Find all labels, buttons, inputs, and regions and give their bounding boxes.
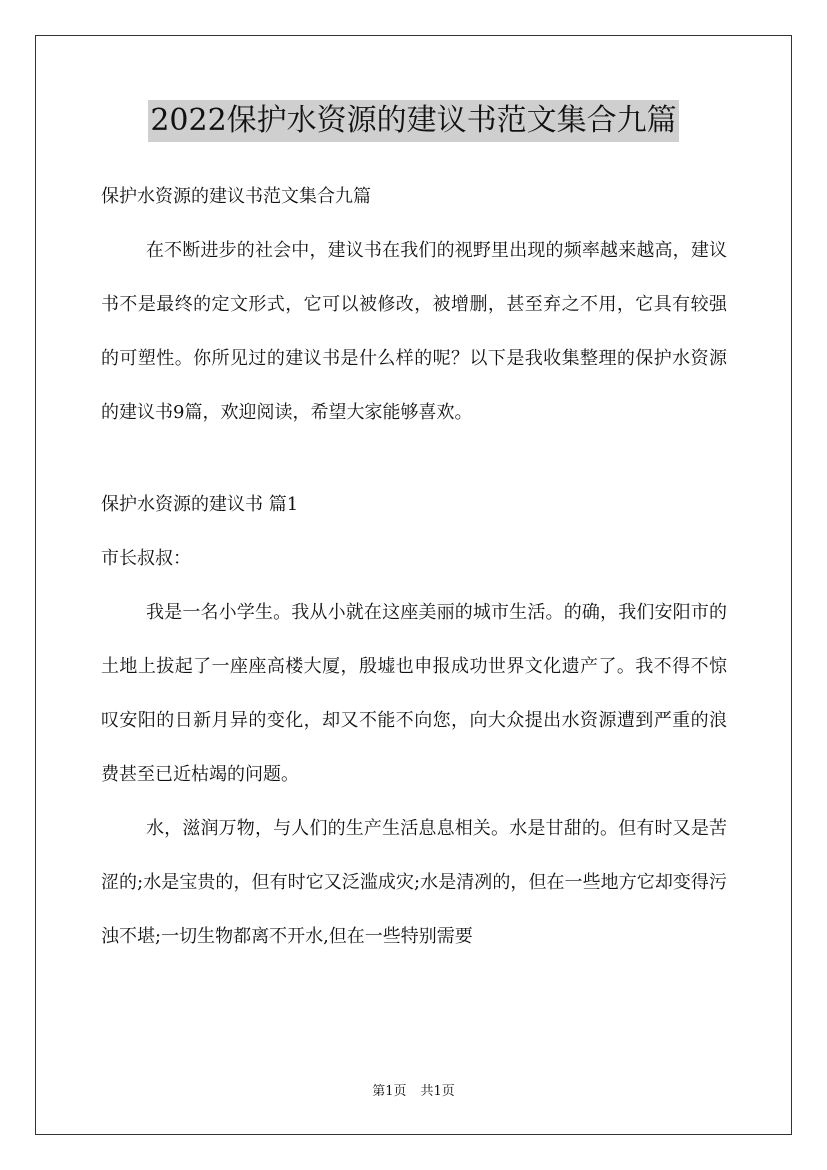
section-spacer (101, 440, 727, 478)
document-title: 2022保护水资源的建议书范文集合九篇 (148, 100, 678, 142)
intro-paragraph: 在不断进步的社会中，建议书在我们的视野里出现的频率越来越高，建议书不是最终的定文形式，它可以被修改，被增删，甚至弃之不用，它具有较强的可塑性。你所见过的建议书是什么样的呢？以下是我收集整理的保护水资源的建议书9篇，欢迎阅读，希望大家能够喜欢。 (101, 240, 727, 423)
document-body (101, 170, 727, 964)
page-number-label: 第1页 (372, 1084, 407, 1099)
body-paragraph-1: 我是一名小学生。我从小就在这座美丽的城市生活。的确，我们安阳市的土地上拔起了一座座高楼大厦，殷墟也申报成功世界文化遗产了。我不得不惊叹安阳的日新月异的变化，却又不能不向您，向大众提出水资源遭到严重的浪费甚至已近枯竭的问题。 (101, 602, 727, 785)
page-total-label: 共1页 (420, 1084, 455, 1099)
page-footer (0, 1082, 827, 1102)
section-heading: 保护水资源的建议书 篇1 (101, 494, 299, 515)
title-container (0, 100, 827, 142)
document-subtitle: 保护水资源的建议书范文集合九篇 (101, 186, 371, 207)
salutation: 市长叔叔： (101, 548, 191, 569)
body-paragraph-2: 水，滋润万物，与人们的生产生活息息相关。水是甘甜的。但有时又是苦涩的;水是宝贵的，但有时它又泛滥成灾;水是清冽的，但在一些地方它却变得污浊不堪;一切生物都离不开水,但在一些特别需要 (101, 818, 727, 947)
